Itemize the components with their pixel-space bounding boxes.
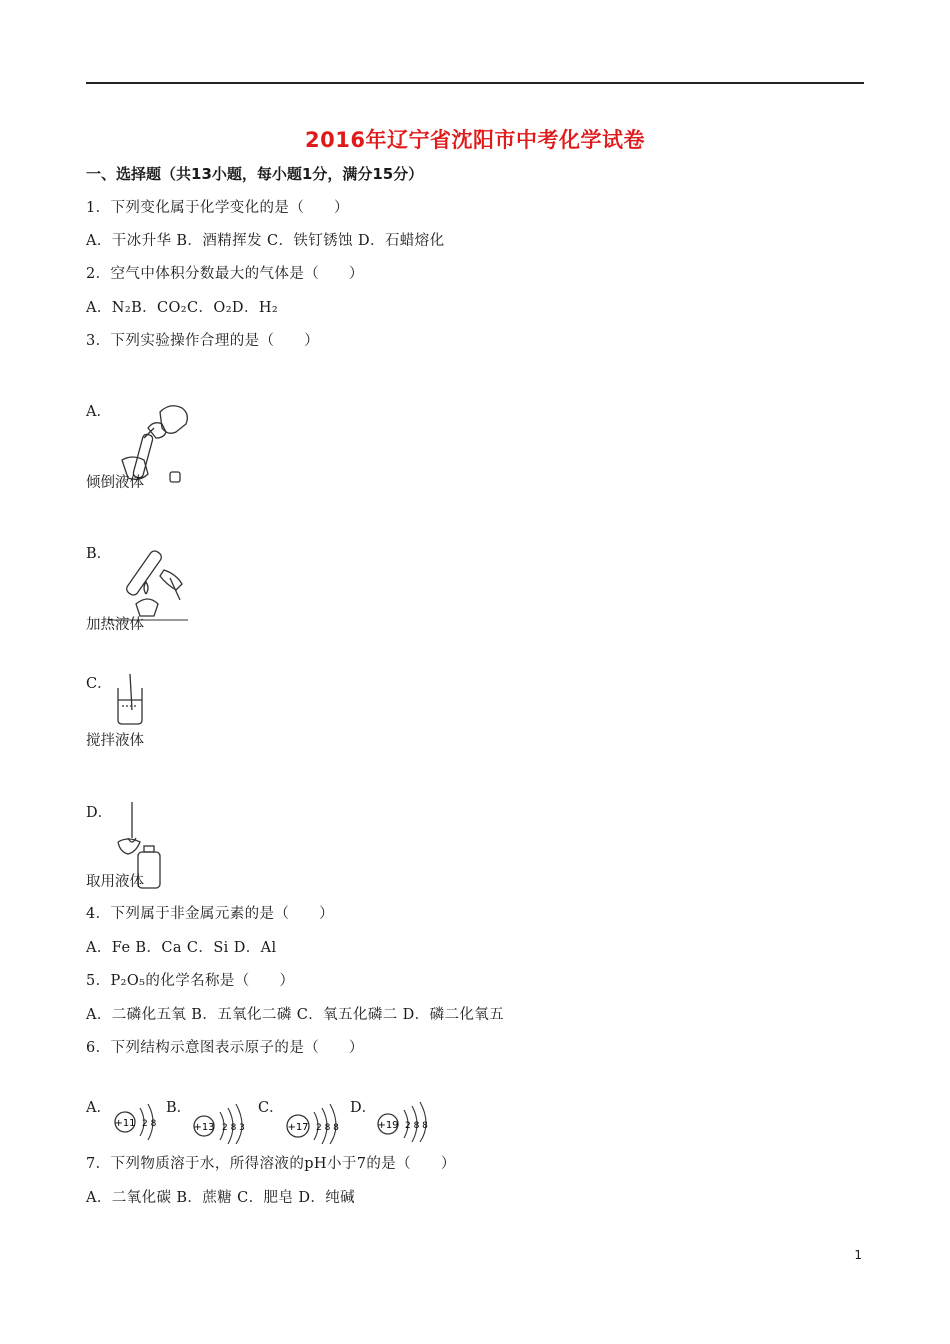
atom-structure-b	[190, 1098, 254, 1146]
atom-structure-a	[112, 1098, 164, 1146]
q6-stem: 6．下列结构示意图表示原子的是（ ）	[86, 1040, 364, 1056]
q3-option-b-caption: 加热液体	[86, 617, 144, 633]
q6-option-d-label: D．	[350, 1100, 377, 1116]
q7-stem: 7．下列物质溶于水，所得溶液的pH小于7的是（ ）	[86, 1156, 456, 1172]
q7-options: A．二氧化碳 B．蔗糖 C．肥皂 D．纯碱	[86, 1190, 356, 1206]
page-number: 1	[854, 1248, 862, 1262]
atom-b-shells: 2 8 3	[222, 1123, 245, 1133]
q4-options: A．Fe B．Ca C．Si D．Al	[86, 940, 277, 956]
atom-b-nucleus: +13	[193, 1122, 215, 1133]
section-heading: 一、选择题（共13小题，每小题1分，满分15分）	[86, 165, 424, 183]
header-rule	[86, 82, 864, 84]
q5-options: A．二磷化五氧 B．五氧化二磷 C．氧五化磷二 D．磷二化氧五	[86, 1007, 505, 1023]
q2-options: A．N₂B．CO₂C．O₂D．H₂	[86, 300, 279, 316]
q3-option-d-label: D．	[86, 805, 113, 821]
q4-stem: 4．下列属于非金属元素的是（ ）	[86, 906, 335, 922]
atom-d-nucleus: +19	[377, 1120, 399, 1131]
q1-stem: 1．下列变化属于化学变化的是（ ）	[86, 200, 349, 216]
atom-a-shells: 2 8	[142, 1119, 157, 1129]
q6-option-b-label: B．	[166, 1100, 192, 1116]
atom-c-nucleus: +17	[287, 1122, 309, 1133]
atom-a-nucleus: +11	[114, 1118, 136, 1129]
atom-d-shells: 2 8 8	[405, 1121, 428, 1131]
q3-stem: 3．下列实验操作合理的是（ ）	[86, 333, 320, 349]
q3-option-b-label: B．	[86, 546, 112, 562]
q6-option-c-label: C．	[258, 1100, 284, 1116]
atom-structure-c	[282, 1098, 346, 1146]
q3-option-c-label: C．	[86, 676, 112, 692]
q3-option-d-caption: 取用液体	[86, 874, 144, 890]
q6-option-a-label: A．	[86, 1100, 111, 1116]
q2-stem: 2．空气中体积分数最大的气体是（ ）	[86, 266, 364, 282]
q5-stem: 5．P₂O₅的化学名称是（ ）	[86, 973, 295, 989]
page-title: 2016年辽宁省沈阳市中考化学试卷	[305, 128, 645, 152]
heating-liquid-figure	[108, 540, 192, 622]
q3-option-a-label: A．	[86, 404, 111, 420]
atom-c-shells: 2 8 8	[316, 1123, 339, 1133]
q1-options: A．干冰升华 B．酒精挥发 C．铁钉锈蚀 D．石蜡熔化	[86, 233, 445, 249]
stirring-liquid-figure	[110, 670, 150, 728]
q3-option-c-caption: 搅拌液体	[86, 733, 144, 749]
atom-structure-d	[374, 1098, 438, 1146]
q3-option-a-caption: 倾倒液体	[86, 475, 144, 491]
